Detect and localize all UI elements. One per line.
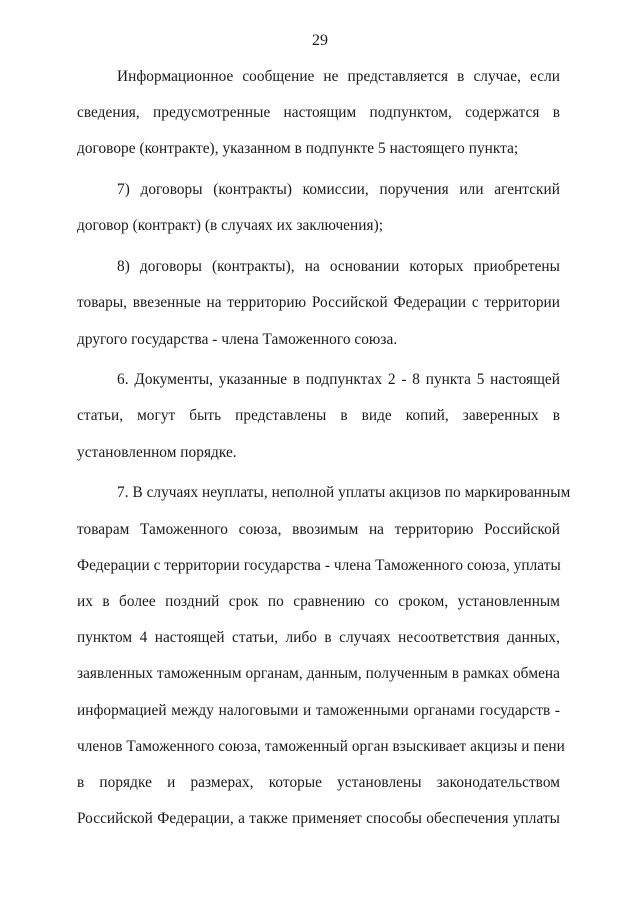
text-line: их в более поздний срок по сравнению со сроком, установленным bbox=[77, 593, 560, 610]
text-line: информацией между налоговыми и таможенными органами государств - bbox=[77, 701, 560, 719]
text-line: пунктом 4 настоящей статьи, либо в случаях несоответствия данных, bbox=[77, 629, 560, 647]
text-line: товары, ввезенные на территорию Российской Федерации с территории bbox=[77, 294, 560, 312]
page-number: 29 bbox=[312, 32, 328, 49]
text-line: статьи, могут быть представлены в виде копий, заверенных в bbox=[77, 407, 560, 425]
text-line: установленном порядке. bbox=[77, 443, 237, 461]
text-line: членов Таможенного союза, таможенный орган взыскивает акцизы и пени bbox=[77, 737, 565, 755]
document-body bbox=[77, 59, 571, 842]
paragraph bbox=[77, 249, 560, 358]
text-line: другого государства - члена Таможенного союза. bbox=[77, 330, 398, 348]
paragraph bbox=[77, 362, 560, 471]
paragraph bbox=[77, 475, 571, 837]
text-line: договор (контракт) (в случаях их заключения); bbox=[77, 217, 384, 235]
paragraph bbox=[77, 172, 560, 244]
paragraph bbox=[77, 59, 560, 168]
text-line: 7) договоры (контракты) комиссии, поручения или агентский bbox=[117, 181, 560, 199]
text-line: заявленных таможенным органам, данным, полученным в рамках обмена bbox=[77, 665, 560, 683]
text-line: сведения, предусмотренные настоящим подпунктом, содержатся в bbox=[77, 104, 560, 122]
text-line: Федерации с территории государства - члена Таможенного союза, уплаты bbox=[77, 556, 561, 574]
text-line: Информационное сообщение не представляется в случае, если bbox=[117, 68, 560, 85]
text-line: договоре (контракте), указанном в подпункте 5 настоящего пункта; bbox=[77, 140, 519, 158]
text-line: товарам Таможенного союза, ввозимым на территорию Российской bbox=[77, 520, 560, 538]
text-line: 8) договоры (контракты), на основании которых приобретены bbox=[117, 258, 560, 276]
text-line: 7. В случаях неуплаты, неполной уплаты акцизов по маркированным bbox=[117, 484, 571, 502]
text-line: Российской Федерации, а также применяет способы обеспечения уплаты bbox=[77, 810, 560, 828]
text-line: 6. Документы, указанные в подпунктах 2 - 8 пункта 5 настоящей bbox=[117, 371, 560, 389]
text-line: в порядке и размерах, которые установлены законодательством bbox=[77, 773, 560, 791]
